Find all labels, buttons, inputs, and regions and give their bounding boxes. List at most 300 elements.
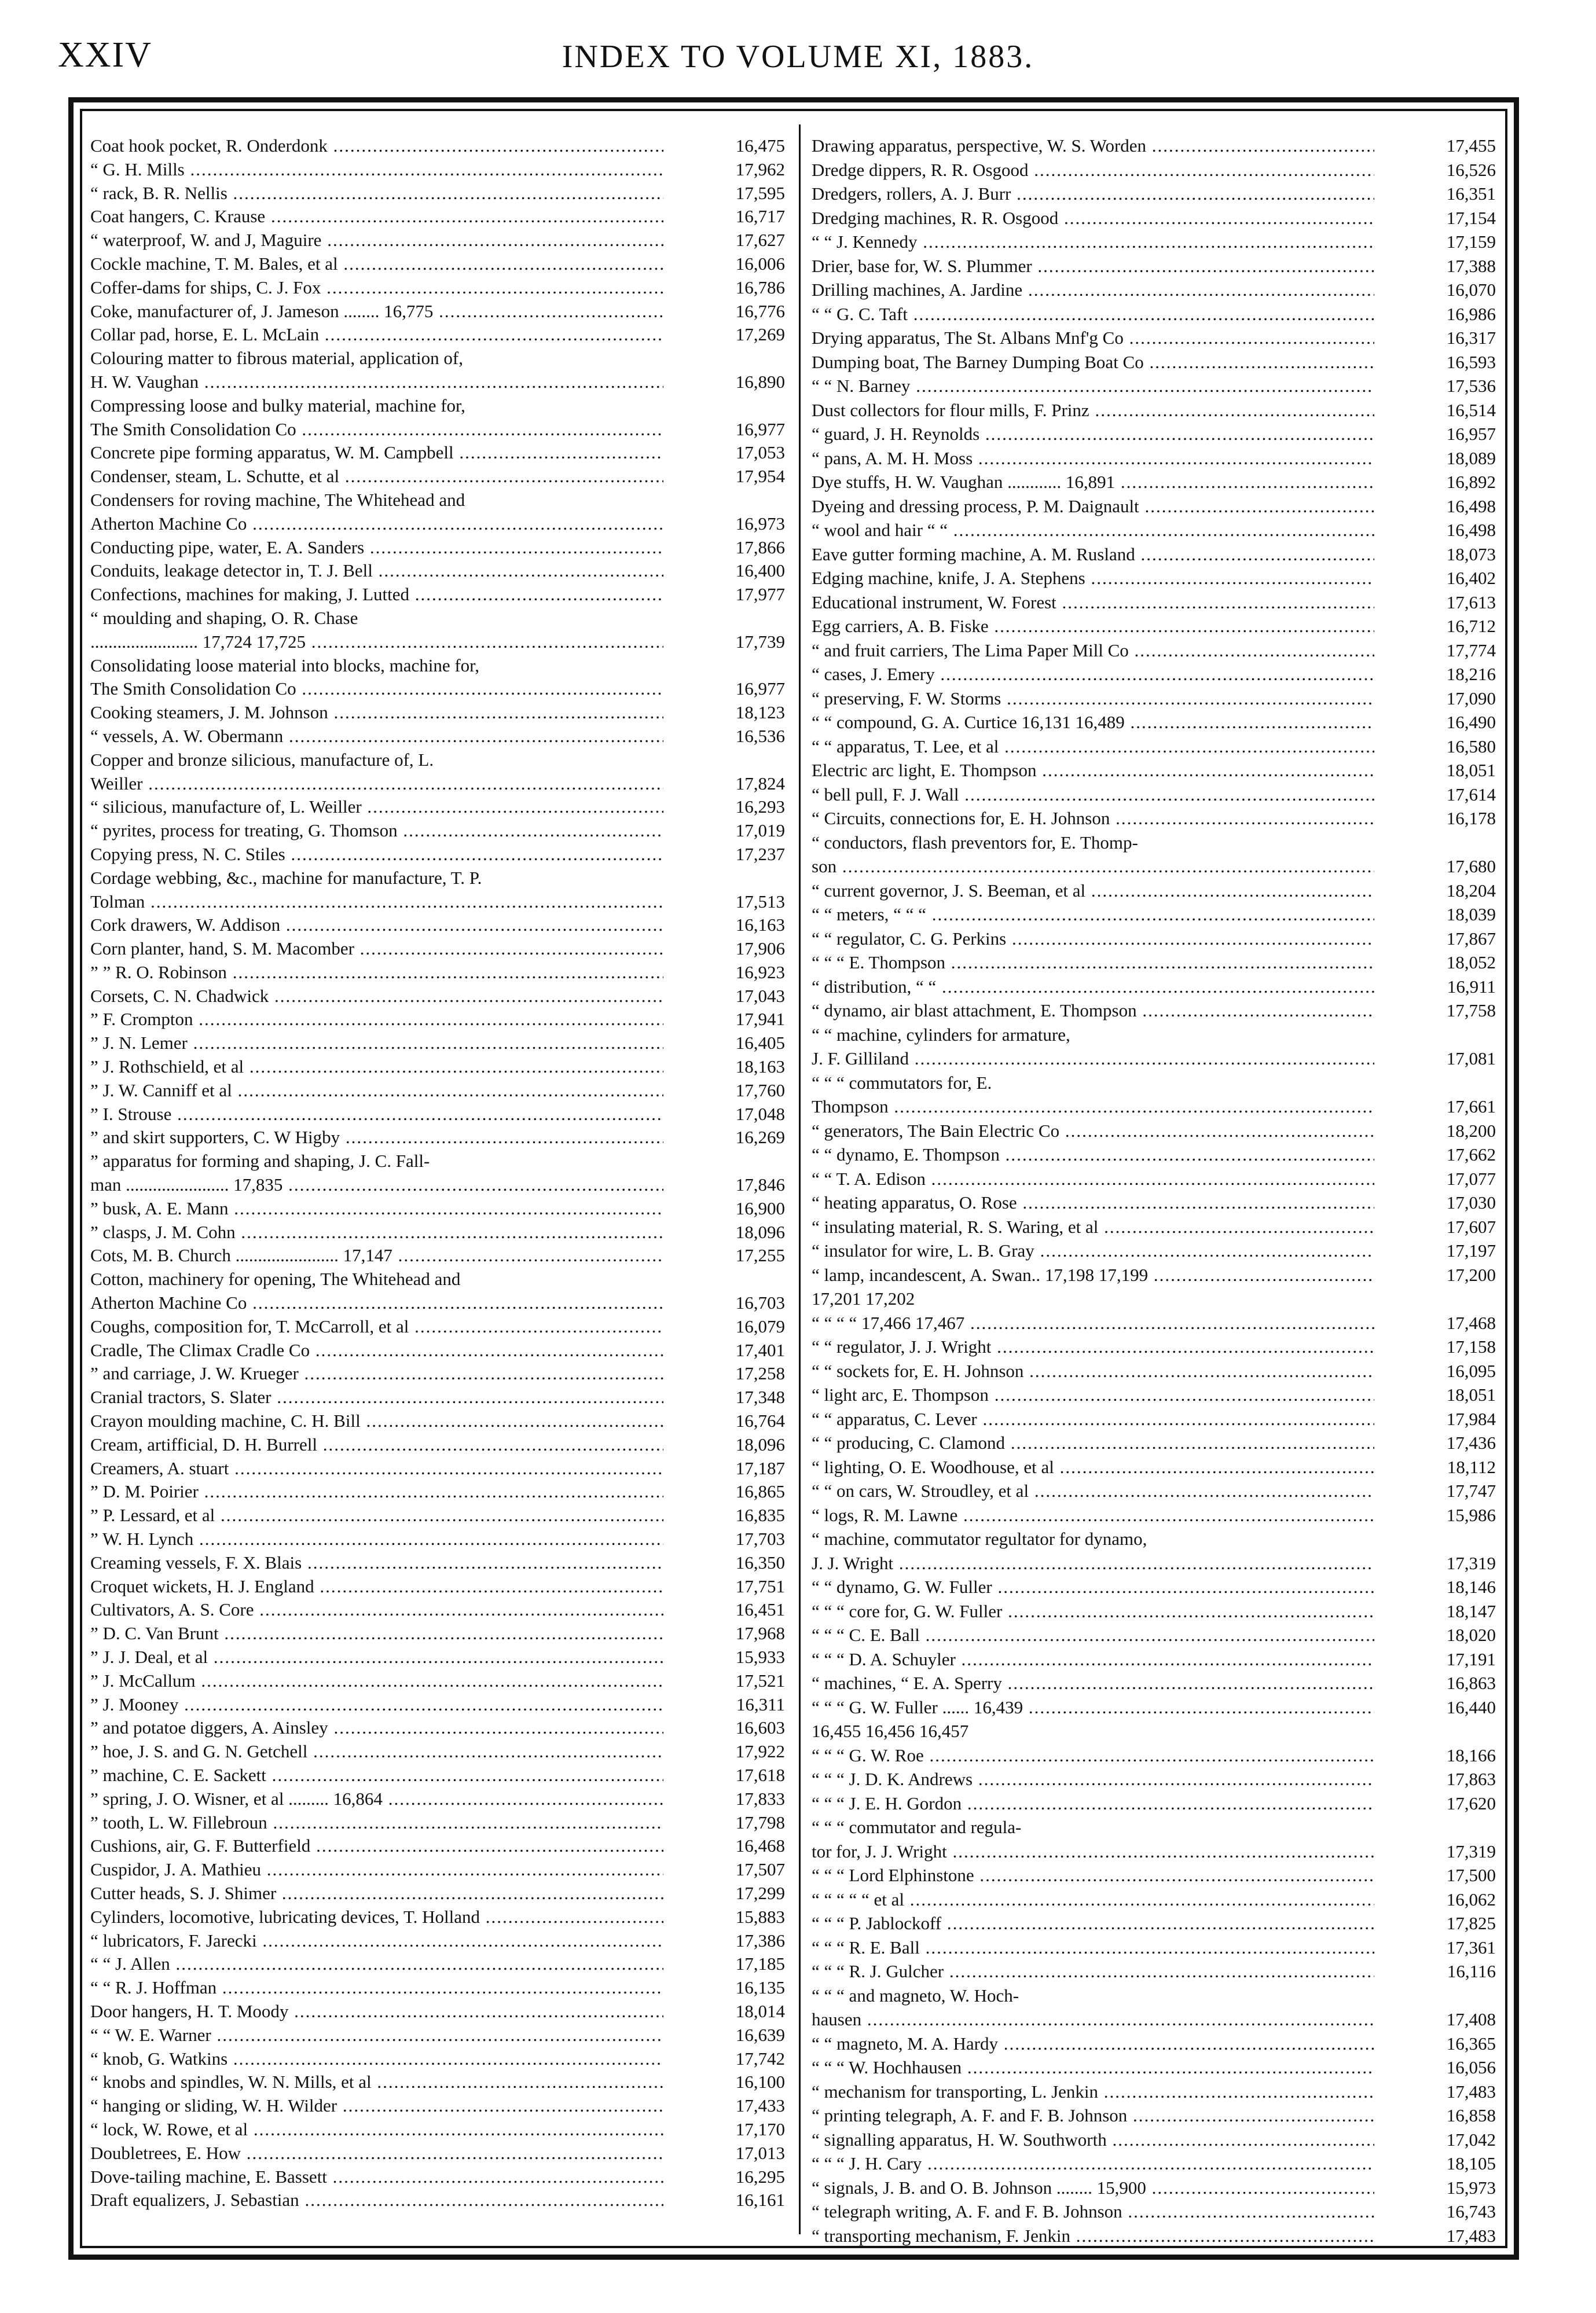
index-entry: [90, 629, 791, 653]
index-entry: [812, 2199, 1502, 2223]
index-entry: [90, 1692, 791, 1716]
entry-number: 17,747: [1446, 1481, 1496, 1501]
index-entry: [90, 1148, 791, 1172]
entry-number: 16,056: [1446, 2057, 1496, 2077]
entry-number: 17,048: [735, 1103, 785, 1124]
entry-text: “ “ apparatus, T. Lee, et al .....: [812, 736, 1374, 758]
entry-text: hausen .....: [812, 2009, 1374, 2031]
entry-text: Dredgers, rollers, A. J. Burr .....: [812, 183, 1374, 205]
entry-text: “ logs, R. M. Lawne .....: [812, 1504, 1374, 1526]
entry-text: Dredging machines, R. R. Osgood .....: [812, 207, 1374, 229]
index-entry: [812, 1647, 1502, 1671]
index-entry: [90, 1290, 791, 1314]
entry-text: “ “ N. Barney .....: [812, 375, 1374, 397]
index-entry: [812, 421, 1502, 446]
entry-number: 16,986: [1446, 303, 1496, 324]
entry-number: 16,892: [1446, 472, 1496, 492]
entry-text: “ “ compound, G. A. Curtice 16,131 16,489 .....: [812, 711, 1374, 733]
entry-number: 17,661: [1446, 1096, 1496, 1117]
index-entry: [812, 1094, 1502, 1118]
index-entry: [812, 758, 1502, 782]
index-entry: [812, 277, 1502, 302]
index-entry: [90, 960, 791, 983]
entry-text: “ lubricators, F. Jarecki .....: [90, 1930, 663, 1952]
entry-number: 17,751: [735, 1576, 785, 1596]
entry-number: 16,717: [735, 206, 785, 227]
entry-number: 17,455: [1446, 135, 1496, 156]
entry-number: 16,079: [735, 1316, 785, 1337]
index-entry: [90, 1857, 791, 1881]
entry-text: “ “ “ G. W. Fuller ...... 16,439 .....: [812, 1697, 1374, 1719]
entry-number: 18,096: [735, 1221, 785, 1242]
entry-text: “ lock, W. Rowe, et al .....: [90, 2119, 663, 2141]
entry-text: “ “ regulator, C. G. Perkins .....: [812, 928, 1374, 950]
entry-number: 17,833: [735, 1788, 785, 1809]
entry-number: 17,388: [1446, 255, 1496, 276]
index-entry: [812, 2007, 1502, 2031]
index-entry: [90, 2022, 791, 2046]
entry-text: Atherton Machine Co .....: [90, 1292, 663, 1314]
index-entry: [90, 157, 791, 181]
index-entry: [90, 1338, 791, 1361]
entry-text: H. W. Vaughan .....: [90, 371, 663, 393]
entry-number: 17,627: [735, 230, 785, 251]
entry-text: Coat hangers, C. Krause .....: [90, 205, 663, 227]
entry-number: 17,954: [735, 466, 785, 487]
index-entry: [812, 1455, 1502, 1479]
index-entry: [812, 1022, 1502, 1047]
entry-text: tor for, J. J. Wright .....: [812, 1841, 1374, 1863]
entry-text: Cylinders, locomotive, lubricating devices, T. Holland .....: [90, 1906, 663, 1928]
entry-text: “ signals, J. B. and O. B. Johnson ........ 15,900 .....: [812, 2177, 1374, 2199]
index-entry: [812, 662, 1502, 686]
entry-number: 16,475: [735, 135, 785, 156]
index-entry: [90, 582, 791, 605]
index-entry: [90, 204, 791, 227]
index-entry: [90, 1361, 791, 1385]
index-entry: [812, 854, 1502, 878]
entry-number: 16,498: [1446, 520, 1496, 540]
entry-text: “ “ on cars, W. Stroudley, et al .....: [812, 1480, 1374, 1502]
index-entry: [90, 346, 791, 369]
index-entry: [812, 1334, 1502, 1359]
entry-text: son .....: [812, 856, 1374, 878]
entry-text: J. F. Gilliland .....: [812, 1048, 1374, 1070]
entry-number: 17,159: [1446, 232, 1496, 252]
index-entry: [812, 902, 1502, 926]
entry-text: Tolman .....: [90, 891, 663, 913]
index-entry: [90, 1243, 791, 1266]
entry-number: 16,490: [1446, 712, 1496, 732]
entry-number: 17,019: [735, 820, 785, 841]
index-entry: [812, 1622, 1502, 1647]
entry-text: “ “ J. Kennedy .....: [812, 231, 1374, 253]
index-entry: [812, 494, 1502, 518]
entry-number: 15,933: [735, 1647, 785, 1667]
entry-text: Cockle machine, T. M. Bales, et al .....: [90, 253, 663, 275]
entry-number: 17,774: [1446, 640, 1496, 660]
entry-text: Cranial tractors, S. Slater .....: [90, 1386, 663, 1408]
entry-text: ” hoe, J. S. and G. N. Getchell .....: [90, 1741, 663, 1763]
index-entry: [812, 1719, 1502, 1743]
entry-number: 18,146: [1446, 1577, 1496, 1597]
entry-text: “ “ “ J. H. Cary .....: [812, 2153, 1374, 2175]
index-entry: [812, 1695, 1502, 1719]
entry-text: ” and skirt supporters, C. W Higby .....: [90, 1126, 663, 1148]
index-entry: [812, 1983, 1502, 2007]
entry-text: “ “ “ J. D. K. Andrews .....: [812, 1768, 1374, 1790]
entry-text: “ “ “ R. J. Gulcher .....: [812, 1960, 1374, 1982]
entry-number: 17,595: [735, 182, 785, 203]
entry-text: Cordage webbing, &c., machine for manufacture, T. P.: [90, 867, 482, 888]
index-entry: [90, 1763, 791, 1786]
index-entry: [812, 2103, 1502, 2127]
entry-text: “ “ “ “ “ et al .....: [812, 1889, 1374, 1911]
index-entry: [812, 1935, 1502, 1959]
entry-number: 15,973: [1446, 2177, 1496, 2198]
entry-number: 16,405: [735, 1033, 785, 1053]
entry-text: “ “ T. A. Edison .....: [812, 1168, 1374, 1190]
index-entry: [90, 1810, 791, 1834]
entry-text: Drier, base for, W. S. Plummer .....: [812, 255, 1374, 277]
entry-number: 17,158: [1446, 1337, 1496, 1357]
entry-number: 16,703: [735, 1293, 785, 1313]
entry-text: “ “ W. E. Warner .....: [90, 2024, 663, 2046]
index-entry: [90, 1220, 791, 1243]
entry-text: ” machine, C. E. Sackett .....: [90, 1764, 663, 1786]
entry-text: Corn planter, hand, S. M. Macomber .....: [90, 938, 663, 960]
index-entry: [812, 2223, 1502, 2248]
entry-text: The Smith Consolidation Co .....: [90, 678, 663, 700]
entry-text: “ lamp, incandescent, A. Swan.. 17,198 17,199 .....: [812, 1264, 1374, 1286]
entry-text: “ G. H. Mills .....: [90, 159, 663, 181]
entry-number: 17,090: [1446, 688, 1496, 708]
entry-text: “ bell pull, F. J. Wall .....: [812, 784, 1374, 806]
entry-number: 17,863: [1446, 1769, 1496, 1789]
index-entry: [812, 325, 1502, 350]
entry-text: “ machine, commutator regultator for dynamo,: [812, 1529, 1147, 1549]
entry-text: “ “ “ and magneto, W. Hoch-: [812, 1985, 1019, 2006]
index-entry: [812, 1503, 1502, 1527]
entry-text: “ telegraph writing, A. F. and F. B. Johnson .....: [812, 2201, 1374, 2223]
index-entry: [90, 818, 791, 842]
entry-number: 17,824: [735, 773, 785, 794]
entry-text: “ rack, B. R. Nellis .....: [90, 182, 663, 204]
entry-text: Cushions, air, G. F. Butterfield .....: [90, 1835, 663, 1857]
index-entry: [90, 1786, 791, 1810]
entry-number: 17,941: [735, 1009, 785, 1030]
entry-number: 17,703: [735, 1529, 785, 1550]
entry-text: ” ” R. O. Robinson .....: [90, 961, 663, 983]
entry-number: 16,178: [1446, 808, 1496, 828]
index-entry: [90, 1432, 791, 1456]
index-entry: [812, 373, 1502, 398]
entry-number: 16,311: [736, 1694, 785, 1714]
index-entry: [812, 1070, 1502, 1095]
entry-number: 17,680: [1446, 856, 1496, 876]
index-entry: [90, 724, 791, 747]
page-header: [0, 35, 1596, 93]
index-entry: [90, 1078, 791, 1102]
index-entry: [812, 686, 1502, 710]
entry-number: 17,798: [735, 1812, 785, 1833]
index-entry: [90, 133, 791, 157]
entry-text: “ insulator for wire, L. B. Gray .....: [812, 1240, 1374, 1262]
entry-number: 17,042: [1446, 2129, 1496, 2150]
entry-number: 16,712: [1446, 616, 1496, 636]
entry-number: 17,662: [1446, 1144, 1496, 1165]
index-entry: [812, 950, 1502, 974]
entry-text: Coughs, composition for, T. McCarroll, et al .....: [90, 1316, 663, 1338]
index-entry: [90, 393, 791, 417]
entry-text: “ “ sockets for, E. H. Johnson .....: [812, 1360, 1374, 1382]
index-entry: [812, 566, 1502, 590]
entry-text: “ “ “ G. W. Roe .....: [812, 1745, 1374, 1767]
entry-number: 18,112: [1447, 1456, 1496, 1477]
entry-number: 17,536: [1446, 376, 1496, 396]
entry-number: 17,187: [735, 1457, 785, 1478]
entry-number: 16,957: [1446, 424, 1496, 444]
entry-number: 16,135: [735, 1977, 785, 1998]
entry-text: “ “ G. C. Taft .....: [812, 303, 1374, 325]
entry-text: ” J. Rothschield, et al .....: [90, 1056, 663, 1078]
entry-text: Eave gutter forming machine, A. M. Rusland .....: [812, 544, 1374, 566]
entry-number: 17,185: [735, 1954, 785, 1974]
index-entry: [90, 700, 791, 724]
entry-number: 17,030: [1446, 1192, 1496, 1213]
entry-text: “ waterproof, W. and J, Maguire .....: [90, 229, 663, 251]
index-entry: [812, 998, 1502, 1022]
entry-text: “ vessels, A. W. Obermann .....: [90, 725, 663, 747]
entry-number: 18,123: [735, 702, 785, 723]
entry-text: “ hanging or sliding, W. H. Wilder .....: [90, 2095, 663, 2117]
index-entry: [812, 1574, 1502, 1599]
index-entry: [90, 181, 791, 204]
index-entry: [812, 590, 1502, 614]
entry-text: Dust collectors for flour mills, F. Prinz .....: [812, 399, 1374, 421]
index-entry: [90, 865, 791, 889]
entry-text: ” W. H. Lynch .....: [90, 1528, 663, 1550]
entry-text: “ machines, “ E. A. Sperry .....: [812, 1672, 1374, 1694]
entry-number: 16,451: [735, 1599, 785, 1620]
entry-number: 17,170: [735, 2119, 785, 2139]
entry-text: “ cases, J. Emery .....: [812, 663, 1374, 685]
entry-number: 17,348: [735, 1387, 785, 1408]
index-entry: [812, 782, 1502, 806]
entry-number: 16,350: [735, 1552, 785, 1573]
index-entry: [812, 1887, 1502, 1911]
entry-number: 17,386: [735, 1930, 785, 1951]
entry-text: ” P. Lessard, et al .....: [90, 1504, 663, 1526]
entry-text: ” apparatus for forming and shaping, J. C. Fall-: [90, 1151, 430, 1172]
index-entry: [90, 464, 791, 487]
index-entry: [90, 1833, 791, 1857]
entry-number: 16,890: [735, 371, 785, 392]
entry-number: 17,081: [1446, 1048, 1496, 1069]
entry-text: Cutter heads, S. J. Shimer .....: [90, 1882, 663, 1904]
entry-text: ” clasps, J. M. Cohn .....: [90, 1221, 663, 1243]
index-entry: [812, 1791, 1502, 1815]
entry-text: Drawing apparatus, perspective, W. S. Worden .....: [812, 135, 1374, 157]
index-entry: [812, 1959, 1502, 1983]
index-entry: [90, 1172, 791, 1196]
entry-text: Copying press, N. C. Stiles .....: [90, 843, 663, 865]
entry-number: 17,077: [1446, 1168, 1496, 1189]
index-entry: [812, 517, 1502, 542]
entry-number: 16,977: [735, 678, 785, 699]
column-divider: [799, 124, 801, 2234]
entry-text: “ mechanism for transporting, L. Jenkin .....: [812, 2081, 1374, 2103]
entry-text: “ “ “ commutator and regula-: [812, 1817, 1022, 1837]
entry-text: “ “ apparatus, C. Lever .....: [812, 1408, 1374, 1430]
index-entry: [90, 1574, 791, 1598]
entry-number: 18,020: [1446, 1625, 1496, 1645]
entry-number: 18,096: [735, 1434, 785, 1455]
index-entry: [812, 1863, 1502, 1887]
entry-number: 16,440: [1446, 1697, 1496, 1717]
index-entry: [812, 1382, 1502, 1407]
entry-text: “ “ J. Allen .....: [90, 1953, 663, 1975]
entry-text: Creamers, A. stuart .....: [90, 1457, 663, 1479]
entry-text: J. J. Wright .....: [812, 1552, 1374, 1574]
index-entry: [90, 299, 791, 322]
entry-number: 17,401: [735, 1339, 785, 1360]
index-entry: [812, 1815, 1502, 1839]
entry-number: 16,865: [735, 1481, 785, 1502]
index-entry: [90, 322, 791, 346]
index-entry: [812, 2175, 1502, 2200]
entry-number: 17,013: [735, 2142, 785, 2163]
entry-text: “ “ “ commutators for, E.: [812, 1072, 992, 1093]
entry-text: ” J. J. Deal, et al .....: [90, 1646, 663, 1668]
entry-text: Cradle, The Climax Cradle Co .....: [90, 1339, 663, 1361]
entry-text: Compressing loose and bulky material, machine for,: [90, 395, 465, 416]
entry-number: 16,161: [735, 2190, 785, 2211]
entry-text: “ moulding and shaping, O. R. Chase: [90, 607, 358, 628]
entry-number: 16,400: [735, 560, 785, 581]
index-entry: [812, 302, 1502, 326]
entry-text: Colouring matter to fibrous material, application of,: [90, 348, 463, 369]
entry-number: 16,351: [1446, 183, 1496, 204]
entry-number: 17,319: [1446, 1841, 1496, 1862]
index-entry: [90, 1503, 791, 1526]
entry-number: 17,483: [1446, 2225, 1496, 2246]
entry-number: 18,216: [1446, 664, 1496, 684]
entry-text: Conduits, leakage detector in, T. J. Bell .....: [90, 560, 663, 582]
entry-text: Concrete pipe forming apparatus, W. M. Campbell .....: [90, 442, 663, 464]
entry-text: “ “ “ P. Jablockoff .....: [812, 1912, 1374, 1934]
entry-number: 16,498: [1446, 495, 1496, 516]
entry-text: Cork drawers, W. Addison .....: [90, 914, 663, 936]
entry-text: “ signalling apparatus, H. W. Southworth .....: [812, 2129, 1374, 2151]
entry-text: “ knob, G. Watkins .....: [90, 2048, 663, 2070]
entry-text: “ “ “ core for, G. W. Fuller .....: [812, 1600, 1374, 1622]
index-entry: [812, 1310, 1502, 1335]
entry-text: ” D. C. Van Brunt .....: [90, 1622, 663, 1644]
entry-number: 17,613: [1446, 592, 1496, 612]
entry-text: Dyeing and dressing process, P. M. Daignault .....: [812, 495, 1374, 517]
index-entry: [90, 275, 791, 299]
entry-text: Edging machine, knife, J. A. Stephens .....: [812, 567, 1374, 589]
entry-text: “ knobs and spindles, W. N. Mills, et al .....: [90, 2071, 663, 2093]
index-entry: [812, 1166, 1502, 1191]
entry-text: ” F. Crompton .....: [90, 1008, 663, 1030]
index-entry: [812, 157, 1502, 182]
index-entry: [812, 2127, 1502, 2152]
index-entry: [90, 2141, 791, 2164]
entry-text: “ distribution, “ “ .....: [812, 976, 1374, 998]
index-entry: [90, 2187, 791, 2211]
entry-number: 16,006: [735, 253, 785, 274]
entry-text: Corsets, C. N. Chadwick .....: [90, 985, 663, 1007]
entry-text: “ conductors, flash preventors for, E. Thomp-: [812, 832, 1138, 853]
entry-number: 15,986: [1446, 1504, 1496, 1525]
entry-text: 17,201 17,202: [812, 1288, 915, 1309]
entry-number: 18,073: [1446, 544, 1496, 564]
entry-text: Crayon moulding machine, C. H. Bill .....: [90, 1410, 663, 1432]
entry-number: 17,846: [735, 1174, 785, 1195]
index-entry: [90, 1975, 791, 1999]
entry-number: 16,863: [1446, 1673, 1496, 1693]
entry-number: 16,269: [735, 1127, 785, 1148]
entry-number: 17,507: [735, 1859, 785, 1880]
entry-number: 18,039: [1446, 904, 1496, 924]
entry-number: 16,603: [735, 1717, 785, 1738]
entry-text: “ “ “ E. Thompson .....: [812, 952, 1374, 974]
entry-number: 17,977: [735, 584, 785, 605]
index-entry: [90, 1621, 791, 1644]
entry-number: 17,922: [735, 1741, 785, 1762]
entry-number: 16,776: [735, 300, 785, 321]
index-entry: [90, 1644, 791, 1668]
index-entry: [90, 558, 791, 582]
index-entry: [90, 771, 791, 795]
entry-number: 17,483: [1446, 2081, 1496, 2102]
index-column-right: [812, 133, 1502, 2247]
index-entry: [812, 1214, 1502, 1239]
index-entry: [90, 1479, 791, 1503]
index-entry: [90, 535, 791, 559]
index-entry: [812, 1238, 1502, 1262]
entry-text: “ “ machine, cylinders for armature,: [812, 1024, 1070, 1045]
index-entry: [812, 926, 1502, 950]
entry-number: 17,255: [735, 1245, 785, 1266]
index-entry: [90, 2046, 791, 2070]
index-entry: [812, 1359, 1502, 1383]
entry-number: 18,014: [735, 2000, 785, 2021]
entry-number: 17,607: [1446, 1216, 1496, 1237]
index-column-left: [90, 133, 791, 2211]
entry-text: Cotton, machinery for opening, The Whitehead and: [90, 1269, 461, 1290]
entry-text: Dumping boat, The Barney Dumping Boat Co .....: [812, 351, 1374, 373]
index-entry: [812, 1118, 1502, 1143]
entry-text: “ and fruit carriers, The Lima Paper Mill Co .....: [812, 640, 1374, 662]
index-entry: [90, 983, 791, 1007]
entry-text: Cooking steamers, J. M. Johnson .....: [90, 702, 663, 724]
entry-text: ” I. Strouse .....: [90, 1103, 663, 1125]
entry-number: 16,835: [735, 1505, 785, 1526]
index-entry: [90, 2117, 791, 2141]
entry-number: 17,521: [735, 1670, 785, 1691]
index-entry: [90, 1881, 791, 1904]
entry-number: 18,089: [1446, 447, 1496, 468]
entry-text: “ “ regulator, J. J. Wright .....: [812, 1336, 1374, 1358]
index-entry: [90, 1125, 791, 1148]
index-entry: [812, 446, 1502, 470]
index-entry: [90, 747, 791, 771]
entry-number: 18,105: [1446, 2153, 1496, 2174]
entry-text: ” J. McCallum .....: [90, 1670, 663, 1692]
